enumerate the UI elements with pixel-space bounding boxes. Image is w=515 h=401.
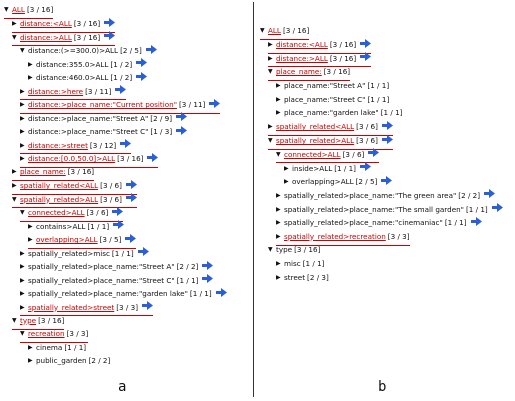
triangle-right-icon[interactable]: ▶ <box>28 222 33 230</box>
triangle-right-icon[interactable]: ▶ <box>276 205 281 213</box>
tree-node[interactable] <box>20 288 227 302</box>
arrow-right-icon[interactable] <box>104 18 115 31</box>
triangle-right-icon[interactable]: ▶ <box>28 60 33 68</box>
triangle-right-icon[interactable]: ▶ <box>284 164 289 172</box>
triangle-right-icon[interactable]: ▶ <box>276 95 281 103</box>
tree-node[interactable] <box>20 112 187 126</box>
node-count: [3 / 3] <box>66 329 89 338</box>
arrow-right-icon[interactable] <box>142 301 153 314</box>
arrow-right-icon[interactable] <box>136 58 147 71</box>
triangle-right-icon[interactable]: ▶ <box>20 114 25 122</box>
node-count: [1 / 1] <box>367 94 390 104</box>
node-label: recreation <box>28 329 65 338</box>
arrow-right-icon[interactable] <box>176 126 187 139</box>
node-label: distance:>place_name:"Street C" <box>28 127 149 136</box>
triangle-right-icon[interactable]: ▶ <box>276 81 281 89</box>
triangle-right-icon[interactable]: ▶ <box>20 276 25 284</box>
arrow-right-icon[interactable] <box>360 52 371 65</box>
arrow-right-icon[interactable] <box>147 153 158 166</box>
arrow-right-icon[interactable] <box>382 121 393 134</box>
node-count: [1 / 1] <box>189 289 212 298</box>
tree-node[interactable] <box>20 274 213 288</box>
node-count: [3 / 16] <box>329 53 357 63</box>
tree-node[interactable] <box>276 80 389 94</box>
arrow-right-icon[interactable] <box>104 31 115 44</box>
node-label: spatially_related<ALL <box>276 122 355 132</box>
triangle-right-icon[interactable]: ▶ <box>20 128 25 135</box>
triangle-down-icon[interactable]: ▼ <box>4 6 9 13</box>
arrow-right-icon[interactable] <box>381 176 392 189</box>
node-count: [3 / 11] <box>85 86 112 96</box>
node-count: [3 / 6] <box>342 149 365 159</box>
node-count: [2 / 5] <box>355 177 378 187</box>
node-count: [3 / 6] <box>356 136 378 146</box>
tree-node[interactable] <box>276 107 402 121</box>
node-label: spatially_related>place_name:"garden lake" <box>28 289 188 298</box>
triangle-right-icon[interactable]: ▶ <box>276 232 281 240</box>
node-count: [1 / 1] <box>176 275 199 285</box>
caption-b: b <box>378 379 387 395</box>
node-count: [3 / 16] <box>323 67 351 77</box>
node-count: [3 / 16] <box>26 5 54 14</box>
node-label: spatially_related>ALL <box>20 194 99 204</box>
node-label: spatially_related>street <box>28 302 115 312</box>
node-label: overlapping>ALL <box>292 177 354 187</box>
arrow-right-icon[interactable] <box>176 112 187 125</box>
tree-node[interactable] <box>28 342 86 356</box>
node-count: [1 / 1] <box>111 248 134 258</box>
node-label: place_name: <box>20 167 66 176</box>
tree-panel-a <box>0 0 254 401</box>
tree-node[interactable] <box>276 189 495 203</box>
node-label: ALL <box>268 26 281 35</box>
triangle-down-icon[interactable]: ▼ <box>20 47 25 54</box>
triangle-down-icon[interactable]: ▼ <box>12 316 17 324</box>
node-count: [3 / 16] <box>329 40 357 50</box>
arrow-right-icon[interactable] <box>126 180 137 193</box>
tree-node[interactable] <box>20 126 187 140</box>
arrow-right-icon[interactable] <box>125 234 136 247</box>
triangle-right-icon[interactable]: ▶ <box>20 263 25 270</box>
triangle-down-icon[interactable]: ▼ <box>268 246 273 254</box>
node-label: distance:>place_name:"Current position" <box>28 100 177 109</box>
tree-node[interactable] <box>284 162 371 176</box>
triangle-right-icon[interactable]: ▶ <box>20 290 25 297</box>
triangle-down-icon[interactable]: ▼ <box>268 137 273 145</box>
node-label: spatially_related>place_name:"The green area" <box>284 190 457 200</box>
node-label: public_garden <box>36 356 87 365</box>
node-label: place_name:"Street C" <box>284 94 366 104</box>
node-count: [2 / 2] <box>88 356 111 365</box>
triangle-down-icon[interactable]: ▼ <box>268 68 273 76</box>
node-count: [3 / 6] <box>100 194 122 204</box>
node-count: [1 / 1] <box>334 163 356 173</box>
arrow-right-icon[interactable] <box>484 189 495 202</box>
arrow-right-icon[interactable] <box>113 220 124 233</box>
node-label: spatially_related>place_name:"Street C" <box>28 275 175 285</box>
triangle-right-icon[interactable]: ▶ <box>20 249 25 257</box>
arrow-right-icon[interactable] <box>368 148 379 161</box>
triangle-right-icon[interactable]: ▶ <box>276 109 281 117</box>
node-label: distance:(>=300.0)>ALL <box>28 46 119 55</box>
node-label: connected>ALL <box>284 149 341 159</box>
node-label: cinema <box>36 342 63 352</box>
node-label: spatially_related>ALL <box>276 136 355 146</box>
node-label: spatially_related>place_name:"The small garden" <box>284 204 464 214</box>
triangle-down-icon[interactable]: ▼ <box>12 195 17 203</box>
tree-panel-b <box>256 0 515 401</box>
node-label: distance:355.0>ALL <box>36 59 109 69</box>
tree-node[interactable] <box>20 45 157 59</box>
arrow-right-icon[interactable] <box>202 261 213 274</box>
triangle-down-icon[interactable]: ▼ <box>260 27 265 34</box>
triangle-right-icon[interactable]: ▶ <box>276 219 281 227</box>
node-count: [3 / 16] <box>67 167 95 176</box>
triangle-right-icon[interactable]: ▶ <box>28 236 33 243</box>
node-count: [1 / 1] <box>380 108 403 118</box>
node-count: [3 / 16] <box>117 154 144 163</box>
tree-node[interactable] <box>28 72 147 86</box>
triangle-right-icon[interactable]: ▶ <box>28 357 33 364</box>
node-label: spatially_related>misc <box>28 248 110 258</box>
node-count: [1 / 1] <box>302 258 325 268</box>
triangle-right-icon[interactable]: ▶ <box>20 141 25 149</box>
node-count: [1 / 2] <box>110 59 133 69</box>
triangle-right-icon[interactable]: ▶ <box>276 259 281 267</box>
node-count: [3 / 3] <box>387 231 410 241</box>
arrow-right-icon[interactable] <box>146 45 157 58</box>
node-label: spatially_related>recreation <box>284 231 386 241</box>
node-count: [1 / 1] <box>87 221 110 231</box>
triangle-right-icon[interactable]: ▶ <box>28 74 33 81</box>
node-label: place_name:"garden lake" <box>284 108 379 118</box>
node-count: [3 / 3] <box>116 302 138 312</box>
node-label: type <box>20 315 37 325</box>
node-count: [2 / 3] <box>307 272 329 282</box>
node-count: [1 / 1] <box>444 218 467 228</box>
triangle-right-icon[interactable]: ▶ <box>20 87 25 95</box>
arrow-right-icon[interactable] <box>115 85 126 98</box>
node-label: distance:460.0>ALL <box>36 73 109 82</box>
triangle-right-icon[interactable]: ▶ <box>12 20 17 27</box>
arrow-right-icon[interactable] <box>202 274 213 287</box>
triangle-down-icon[interactable]: ▼ <box>276 150 281 158</box>
arrow-right-icon[interactable] <box>120 139 131 152</box>
tree-node[interactable] <box>28 355 110 369</box>
node-label: distance:>ALL <box>20 32 72 42</box>
node-label: distance:>street <box>28 140 88 150</box>
arrow-right-icon[interactable] <box>112 207 123 220</box>
node-label: overlapping>ALL <box>36 235 98 244</box>
node-count: [1 / 3] <box>150 127 173 136</box>
triangle-right-icon[interactable]: ▶ <box>268 123 273 131</box>
triangle-right-icon[interactable]: ▶ <box>268 54 273 62</box>
triangle-down-icon[interactable]: ▼ <box>12 33 17 41</box>
arrow-right-icon[interactable] <box>126 193 137 206</box>
tree-node[interactable] <box>276 94 389 108</box>
arrow-right-icon[interactable] <box>209 99 220 112</box>
tree-node[interactable] <box>20 247 149 261</box>
triangle-right-icon[interactable]: ▶ <box>276 273 281 281</box>
node-label: contains>ALL <box>36 221 86 231</box>
node-count: [3 / 16] <box>282 26 310 35</box>
node-label: connected>ALL <box>28 208 85 217</box>
tree-node[interactable] <box>276 217 482 231</box>
node-label: ALL <box>12 5 25 14</box>
node-count: [1 / 1] <box>64 342 87 352</box>
node-count: [3 / 16] <box>38 315 65 325</box>
node-label: distance:<ALL <box>20 19 72 28</box>
triangle-down-icon[interactable]: ▼ <box>20 330 25 337</box>
tree-node[interactable] <box>20 261 213 275</box>
node-label: distance:<ALL <box>276 40 328 50</box>
node-label: distance:>place_name:"Street A" <box>28 113 149 123</box>
node-count: [2 / 5] <box>120 46 142 55</box>
arrow-right-icon[interactable] <box>471 217 482 230</box>
node-count: [3 / 12] <box>89 140 117 150</box>
tree-node[interactable] <box>276 203 503 217</box>
triangle-right-icon[interactable]: ▶ <box>20 303 25 311</box>
panel-divider <box>253 2 254 397</box>
node-count: [3 / 6] <box>86 208 109 217</box>
triangle-right-icon[interactable]: ▶ <box>268 41 273 49</box>
tree-node[interactable] <box>276 272 329 286</box>
node-label: inside>ALL <box>292 163 333 173</box>
node-count: [3 / 6] <box>100 181 122 190</box>
node-count: [2 / 2] <box>176 262 199 271</box>
node-label: distance:>ALL <box>276 53 328 63</box>
arrow-right-icon[interactable] <box>138 247 149 260</box>
node-count: [3 / 5] <box>99 235 122 244</box>
node-label: street <box>284 272 306 282</box>
arrow-right-icon[interactable] <box>382 135 393 148</box>
node-label: type <box>276 245 293 255</box>
tree-node[interactable] <box>284 176 392 190</box>
triangle-right-icon[interactable]: ▶ <box>284 178 289 186</box>
node-count: [1 / 1] <box>367 80 390 90</box>
arrow-right-icon[interactable] <box>136 72 147 85</box>
node-count: [3 / 6] <box>356 122 378 132</box>
arrow-right-icon[interactable] <box>360 162 371 175</box>
arrow-right-icon[interactable] <box>492 203 503 216</box>
node-count: [3 / 11] <box>179 100 206 109</box>
tree-node[interactable] <box>28 220 124 234</box>
node-count: [2 / 9] <box>150 113 173 123</box>
tree-node[interactable] <box>268 244 320 258</box>
node-label: distance:[0.0,50.0]>ALL <box>28 154 116 163</box>
triangle-right-icon[interactable]: ▶ <box>276 191 281 199</box>
node-label: spatially_related>place_name:"cinemaniac" <box>284 218 443 228</box>
triangle-right-icon[interactable]: ▶ <box>28 343 33 351</box>
tree-node[interactable] <box>28 58 147 72</box>
node-count: [3 / 16] <box>294 245 321 255</box>
arrow-right-icon[interactable] <box>360 39 371 52</box>
node-count: [3 / 16] <box>73 19 101 28</box>
triangle-right-icon[interactable]: ▶ <box>12 168 17 175</box>
node-count: [1 / 1] <box>465 204 488 214</box>
arrow-right-icon[interactable] <box>216 288 227 301</box>
tree-node[interactable] <box>276 258 324 272</box>
node-label: spatially_related>place_name:"Street A" <box>28 262 175 271</box>
node-label: distance:>here <box>28 86 84 96</box>
node-label: spatially_related<ALL <box>20 181 99 190</box>
node-count: [2 / 2] <box>458 190 481 200</box>
triangle-down-icon[interactable]: ▼ <box>20 209 25 216</box>
triangle-right-icon[interactable]: ▶ <box>12 182 17 189</box>
node-label: misc <box>284 258 301 268</box>
caption-a: a <box>118 379 127 395</box>
node-count: [1 / 2] <box>110 73 133 82</box>
node-count: [3 / 16] <box>73 32 101 42</box>
node-label: place_name:"Street A" <box>284 80 366 90</box>
node-label: place_name: <box>276 67 322 77</box>
triangle-right-icon[interactable]: ▶ <box>20 101 25 108</box>
triangle-right-icon[interactable]: ▶ <box>20 155 25 162</box>
